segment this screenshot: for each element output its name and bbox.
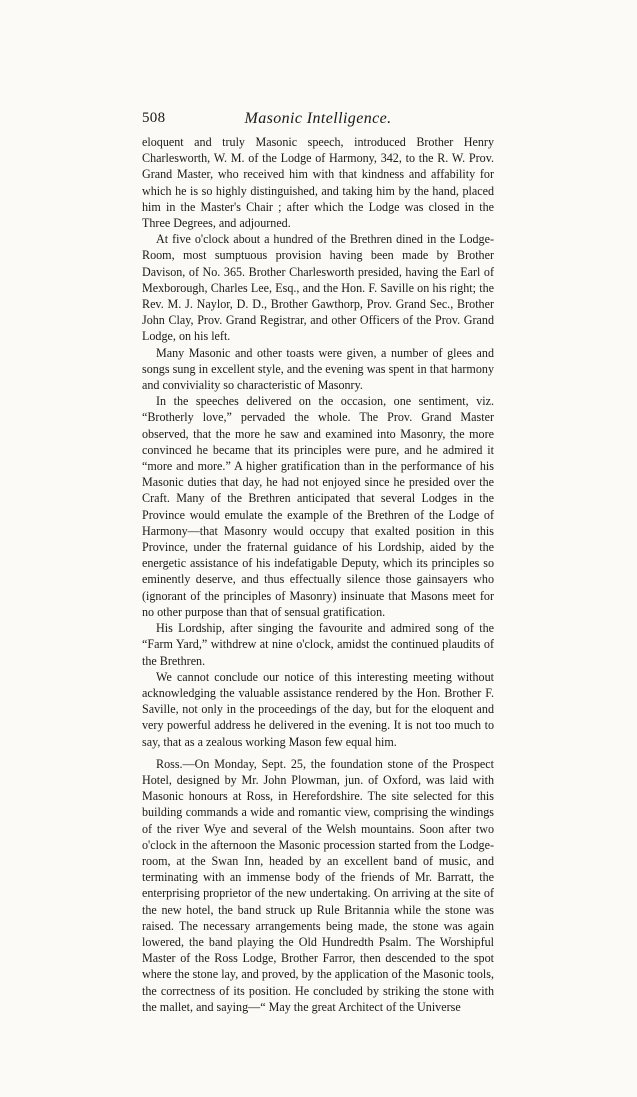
paragraph: Many Masonic and other toasts were given, a number of glees and songs sung in excellent style, and the evening was spent in that harmony and conviviality so characteristic of Masonry. [142, 345, 494, 393]
paragraph: We cannot conclude our notice of this interesting meeting without acknowledging the valuable assistance rendered by the Hon. Brother F. Saville, not only in the proceedings of the day, but for the eloquent and very powerful address he delivered in the evening. It is not too much to say, that as a zealous working Mason few equal him. [142, 669, 494, 749]
paragraph: eloquent and truly Masonic speech, introduced Brother Henry Charlesworth, W. M. of the Lodge of Harmony, 342, to the R. W. Prov. Grand Master, who received him with that kindness and affability for which he is so highly distinguished, and taking him by the hand, placed him in the Master's Chair ; after which the Lodge was closed in the Three Degrees, and adjourned. [142, 135, 494, 231]
page-number: 508 [142, 110, 166, 126]
article-body [142, 134, 494, 1015]
paragraph: In the speeches delivered on the occasion, one sentiment, viz. “Brotherly love,” pervaded the whole. The Prov. Grand Master observed, that the more he saw and examined into Masonry, the more convinced he became that its principles were pure, and he admired it “more and more.” A higher gratification than in the performance of his Masonic duties that day, he had not enjoyed since he presided over the Craft. Many of the Brethren anticipated that several Lodges in the Province would emulate the example of the Brethren of the Lodge of Harmony—that Masonry would occupy that exalted position in this Province, under the fraternal guidance of his Lordship, aided by the energetic assistance of his indefatigable Deputy, which its principles so eminently deserve, and thus effectually silence those gainsayers who (ignorant of the principles of Masonry) insinuate that Masons meet for no other purpose than that of sensual gratification. [142, 394, 494, 619]
running-title: Masonic Intelligence. [244, 110, 392, 127]
paragraph-ross: Ross.—On Monday, Sept. 25, the foundation stone of the Prospect Hotel, designed by Mr. John Plowman, jun. of Oxford, was laid with Masonic honours at Ross, in Herefordshire. The site selected for this building commands a wide and romantic view, comprising the windings of the river Wye and several of the Welsh mountains. Soon after two o'clock in the afternoon the Masonic procession started from the Lodge-room, at the Swan Inn, headed by an excellent band of music, and terminating with an immense body of the friends of Mr. Barratt, the enterprising proprietor of the new undertaking. On arriving at the site of the new hotel, the band struck up Rule Britannia while the stone was raised. The necessary arrangements being made, the stone was again lowered, the band playing the Old Hundredth Psalm. The Worshipful Master of the Ross Lodge, Brother Farror, then descended to the spot where the stone lay, and proved, by the application of the Masonic tools, the correctness of its position. He concluded by striking the stone with the mallet, and saying—“ May the great Architect of the Universe [142, 756, 494, 1014]
page-header [142, 110, 494, 132]
paragraph: His Lordship, after singing the favourite and admired song of the “Farm Yard,” withdrew at nine o'clock, amidst the continued plaudits of the Brethren. [142, 621, 494, 668]
paragraph: At five o'clock about a hundred of the Brethren dined in the Lodge-Room, most sumptuous provision having been made by Brother Davison, of No. 365. Brother Charlesworth presided, having the Earl of Mexborough, Charles Lee, Esq., and the Hon. F. Saville on his right; the Rev. M. J. Naylor, D. D., Brother Gawthorp, Prov. Grand Sec., Brother John Clay, Prov. Grand Registrar, and other Officers of the Prov. Grand Lodge, on his left. [142, 232, 494, 344]
